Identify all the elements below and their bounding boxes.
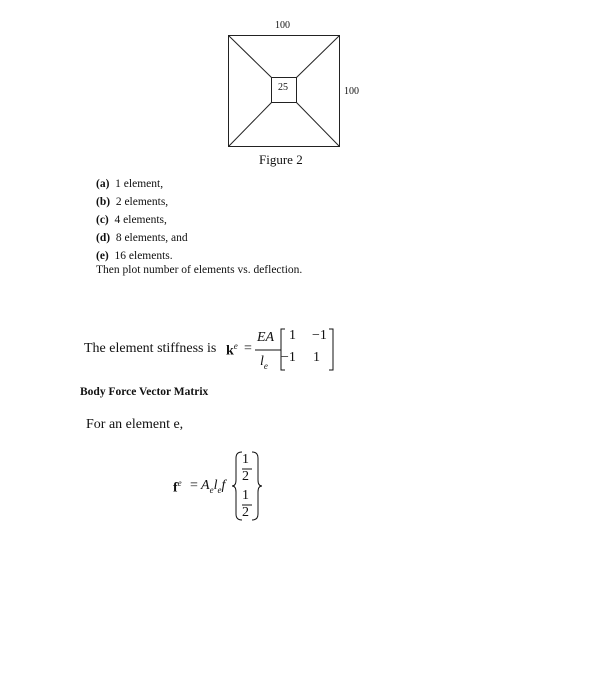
figure-caption: Figure 2	[259, 152, 303, 167]
plot-instruction: Then plot number of elements vs. deflection.	[96, 264, 303, 276]
diagonal-bottom-left	[229, 103, 272, 147]
stiffness-intro: The element stiffness is	[84, 341, 217, 356]
stiffness-numerator: EA	[257, 330, 275, 345]
stiffness-matrix-cell: 1	[289, 328, 296, 343]
stiffness-denominator: $l_e$	[260, 354, 268, 371]
force-entry-numerator: 1	[242, 452, 249, 467]
force-entry-denominator: 2	[242, 505, 249, 520]
right-dimension-label: 100	[344, 86, 359, 97]
body-force-heading: Body Force Vector Matrix	[80, 386, 209, 398]
list-item: (c) 4 elements,	[96, 214, 167, 226]
force-equals: =	[190, 478, 198, 493]
list-item: (e) 16 elements.	[96, 250, 173, 262]
list-item: (b) 2 elements,	[96, 196, 169, 208]
stiffness-matrix-cell: 1	[313, 350, 320, 365]
stiffness-symbol: $k^e$	[226, 341, 238, 359]
diagonal-top-left	[229, 36, 272, 78]
diagonal-bottom-right	[297, 103, 340, 147]
stiffness-matrix-cell: −1	[281, 350, 296, 365]
list-item: (a) 1 element,	[96, 178, 164, 190]
diagonal-top-right	[297, 36, 340, 78]
force-symbol: $f^e$	[173, 478, 182, 496]
stiffness-matrix-cell: −1	[312, 328, 327, 343]
force-entry-denominator: 2	[242, 469, 249, 484]
list-item: (d) 8 elements, and	[96, 232, 188, 244]
force-coefficient: $A_el_ef$	[201, 478, 226, 495]
inner-dimension-label: 25	[278, 82, 288, 93]
stiffness-equals: =	[244, 341, 252, 356]
figure-2-diagram	[0, 0, 608, 200]
element-intro: For an element e,	[86, 417, 184, 432]
force-entry-numerator: 1	[242, 488, 249, 503]
top-dimension-label: 100	[275, 20, 290, 31]
